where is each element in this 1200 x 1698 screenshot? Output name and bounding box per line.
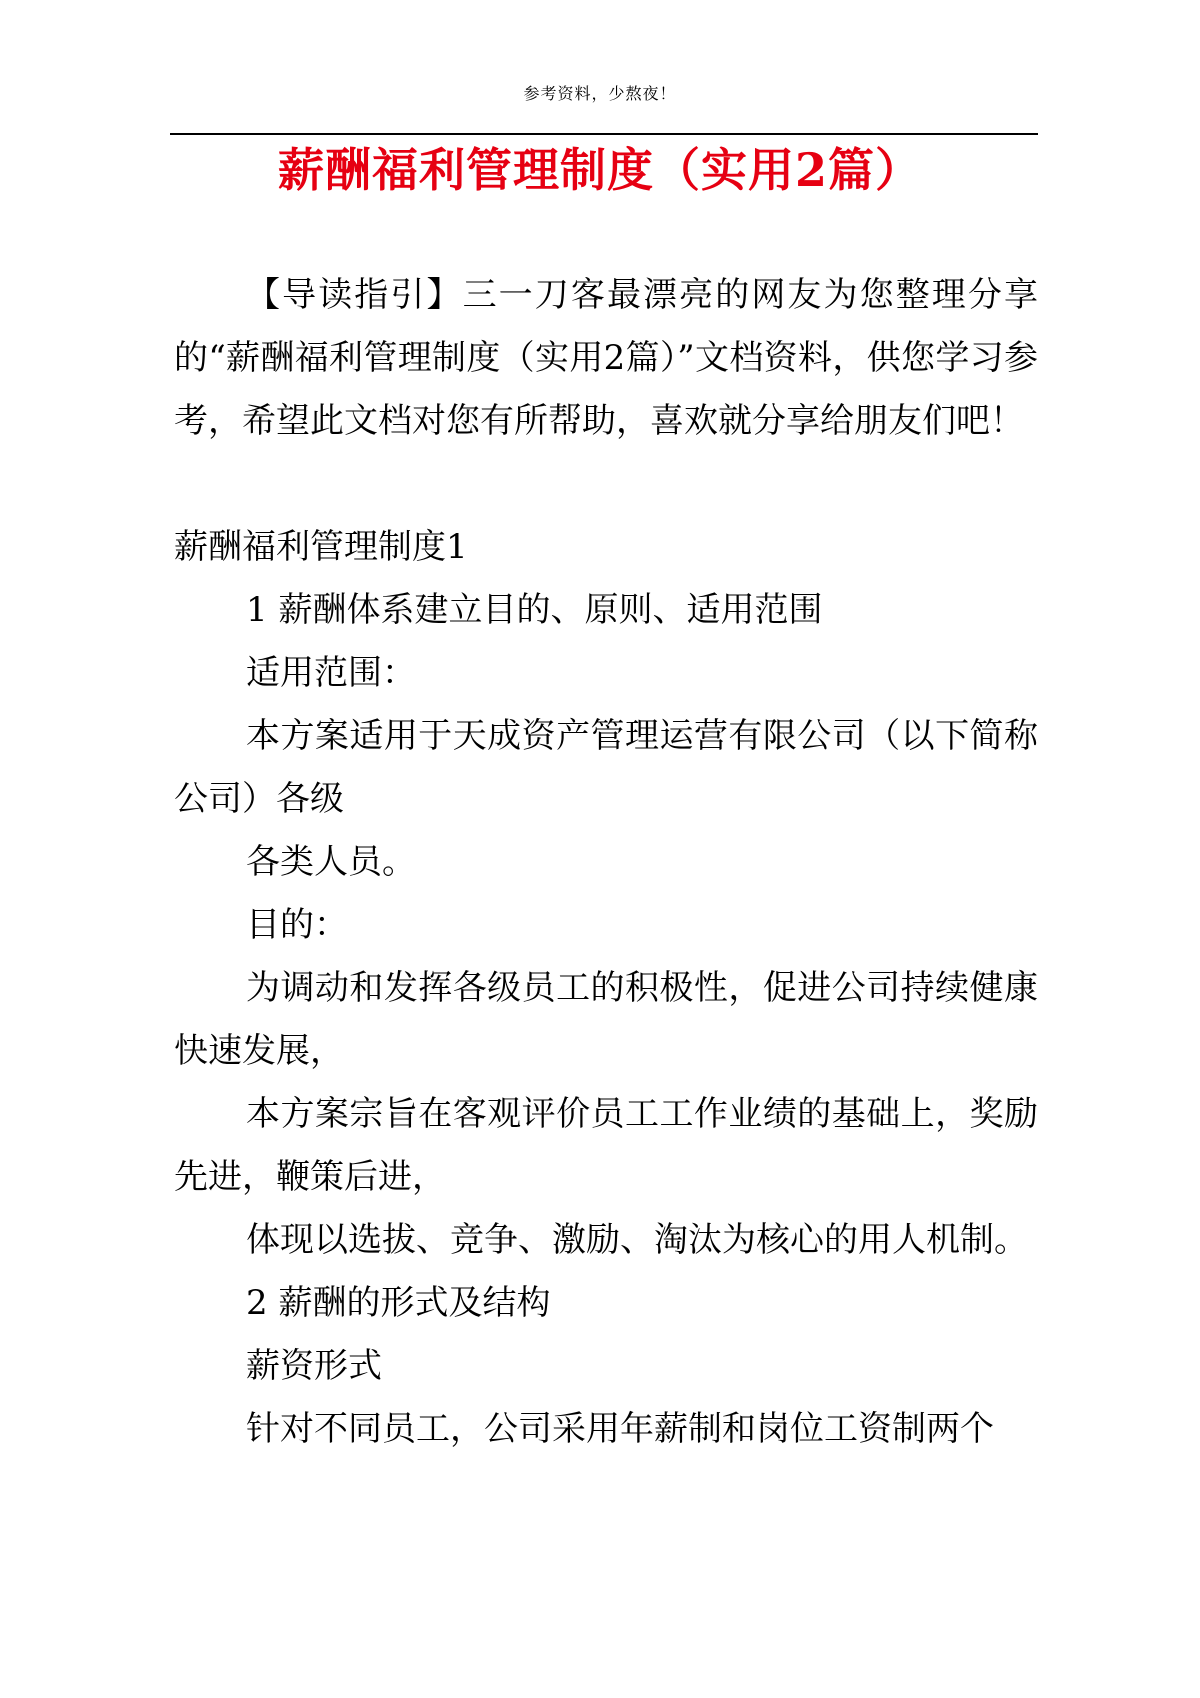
paragraph: 本方案适用于天成资产管理运营有限公司（以下简称公司）各级	[174, 716, 1038, 819]
paragraph: 针对不同员工，公司采用年薪制和岗位工资制两个	[246, 1409, 994, 1449]
paragraph: 目的：	[246, 905, 348, 945]
document-title: 薪酬福利管理制度（实用2篇）	[277, 143, 922, 197]
paragraph: 2 薪酬的形式及结构	[246, 1283, 551, 1323]
paragraph: 各类人员。	[246, 842, 416, 882]
paragraph: 体现以选拔、竞争、激励、淘汰为核心的用人机制。	[246, 1220, 1028, 1260]
section-title: 薪酬福利管理制度1	[174, 527, 468, 567]
paragraph: 本方案宗旨在客观评价员工工作业绩的基础上，奖励先进，鞭策后进，	[174, 1094, 1038, 1197]
header-divider	[170, 133, 1038, 135]
paragraph: 适用范围：	[246, 653, 416, 693]
paragraph: 薪资形式	[246, 1346, 382, 1386]
paragraph: 1 薪酬体系建立目的、原则、适用范围	[246, 590, 823, 630]
paragraph: 为调动和发挥各级员工的积极性，促进公司持续健康快速发展，	[174, 968, 1038, 1071]
intro-paragraph: 【导读指引】三一刀客最漂亮的网友为您整理分享的“薪酬福利管理制度（实用2篇）”文档资料，供您学习参考，希望此文档对您有所帮助，喜欢就分享给朋友们吧！	[174, 275, 1038, 441]
page-header-note: 参考资料，少熬夜！	[523, 84, 677, 103]
document-body	[174, 264, 1038, 1461]
